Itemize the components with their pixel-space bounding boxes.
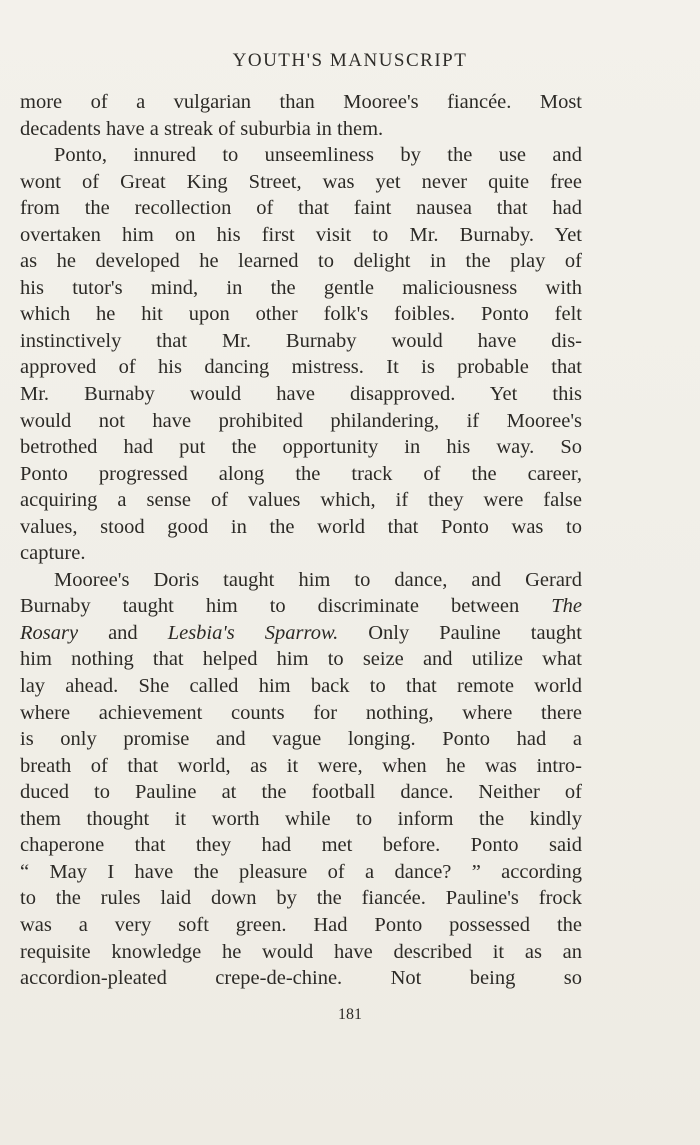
text-line: “ May I have the pleasure of a dance? ” according xyxy=(20,860,582,883)
text-line: more of a vulgarian than Mooree's fiancée. Most xyxy=(20,91,582,113)
text-line-italic: Burnaby taught him to discriminate between The xyxy=(20,595,582,618)
text-line: them thought it worth while to inform the kindly xyxy=(20,807,582,830)
text-line: instinctively that Mr. Burnaby would have dis- xyxy=(20,329,582,352)
text-line: was a very soft green. Had Ponto possessed the xyxy=(20,913,582,936)
text-line: betrothed had put the opportunity in his way. So xyxy=(20,436,582,459)
text-line: from the recollection of that faint nausea that had xyxy=(20,197,582,220)
text-line: requisite knowledge he would have described it as an xyxy=(20,940,582,963)
running-head: YOUTH'S MANUSCRIPT xyxy=(232,50,468,71)
text-line: accordion-pleated crepe-de-chine. Not being so xyxy=(20,967,582,990)
text-line: where achievement counts for nothing, where there xyxy=(20,701,582,724)
text-line: Ponto, innured to unseemliness by the use and xyxy=(54,144,582,167)
text-line: chaperone that they had met before. Ponto said xyxy=(20,834,582,857)
text-line: wont of Great King Street, was yet never quite free xyxy=(20,170,582,193)
text-line: values, stood good in the world that Ponto was to xyxy=(20,515,582,538)
text-line: duced to Pauline at the football dance. Neither of xyxy=(20,781,582,804)
italic-title: Lesbia's Sparrow. xyxy=(167,621,339,644)
text-line: decadents have a streak of suburbia in them. xyxy=(20,117,384,140)
text-line: as he developed he learned to delight in the play of xyxy=(20,250,582,273)
page-number: 181 xyxy=(338,1006,362,1023)
body-text xyxy=(20,89,582,992)
text-line: Ponto progressed along the track of the career, xyxy=(20,462,582,485)
text-line: is only promise and vague longing. Ponto had a xyxy=(20,728,582,751)
text-line: overtaken him on his first visit to Mr. Burnaby. Yet xyxy=(20,223,582,246)
italic-title: The xyxy=(551,595,582,618)
text-line: Mr. Burnaby would have disapproved. Yet this xyxy=(20,383,582,406)
text-line: acquiring a sense of values which, if they were false xyxy=(20,489,582,512)
text-line: Mooree's Doris taught him to dance, and Gerard xyxy=(54,568,582,591)
text-line: him nothing that helped him to seize and utilize what xyxy=(20,648,582,671)
text-line: his tutor's mind, in the gentle maliciousness with xyxy=(20,276,582,299)
text-line: to the rules laid down by the fiancée. Pauline's frock xyxy=(20,887,582,910)
text-line: would not have prohibited philandering, if Mooree's xyxy=(20,409,582,432)
text-line: breath of that world, as it were, when he was intro- xyxy=(20,754,582,777)
text-line: which he hit upon other folk's foibles. Ponto felt xyxy=(20,303,582,326)
text-line: approved of his dancing mistress. It is probable that xyxy=(20,356,582,379)
text-line-italic: Rosary and Lesbia's Sparrow. Only Pauline taught xyxy=(20,621,582,644)
text-line: capture. xyxy=(20,542,86,565)
text-line: lay ahead. She called him back to that remote world xyxy=(20,675,582,698)
italic-title: Rosary xyxy=(20,621,79,644)
